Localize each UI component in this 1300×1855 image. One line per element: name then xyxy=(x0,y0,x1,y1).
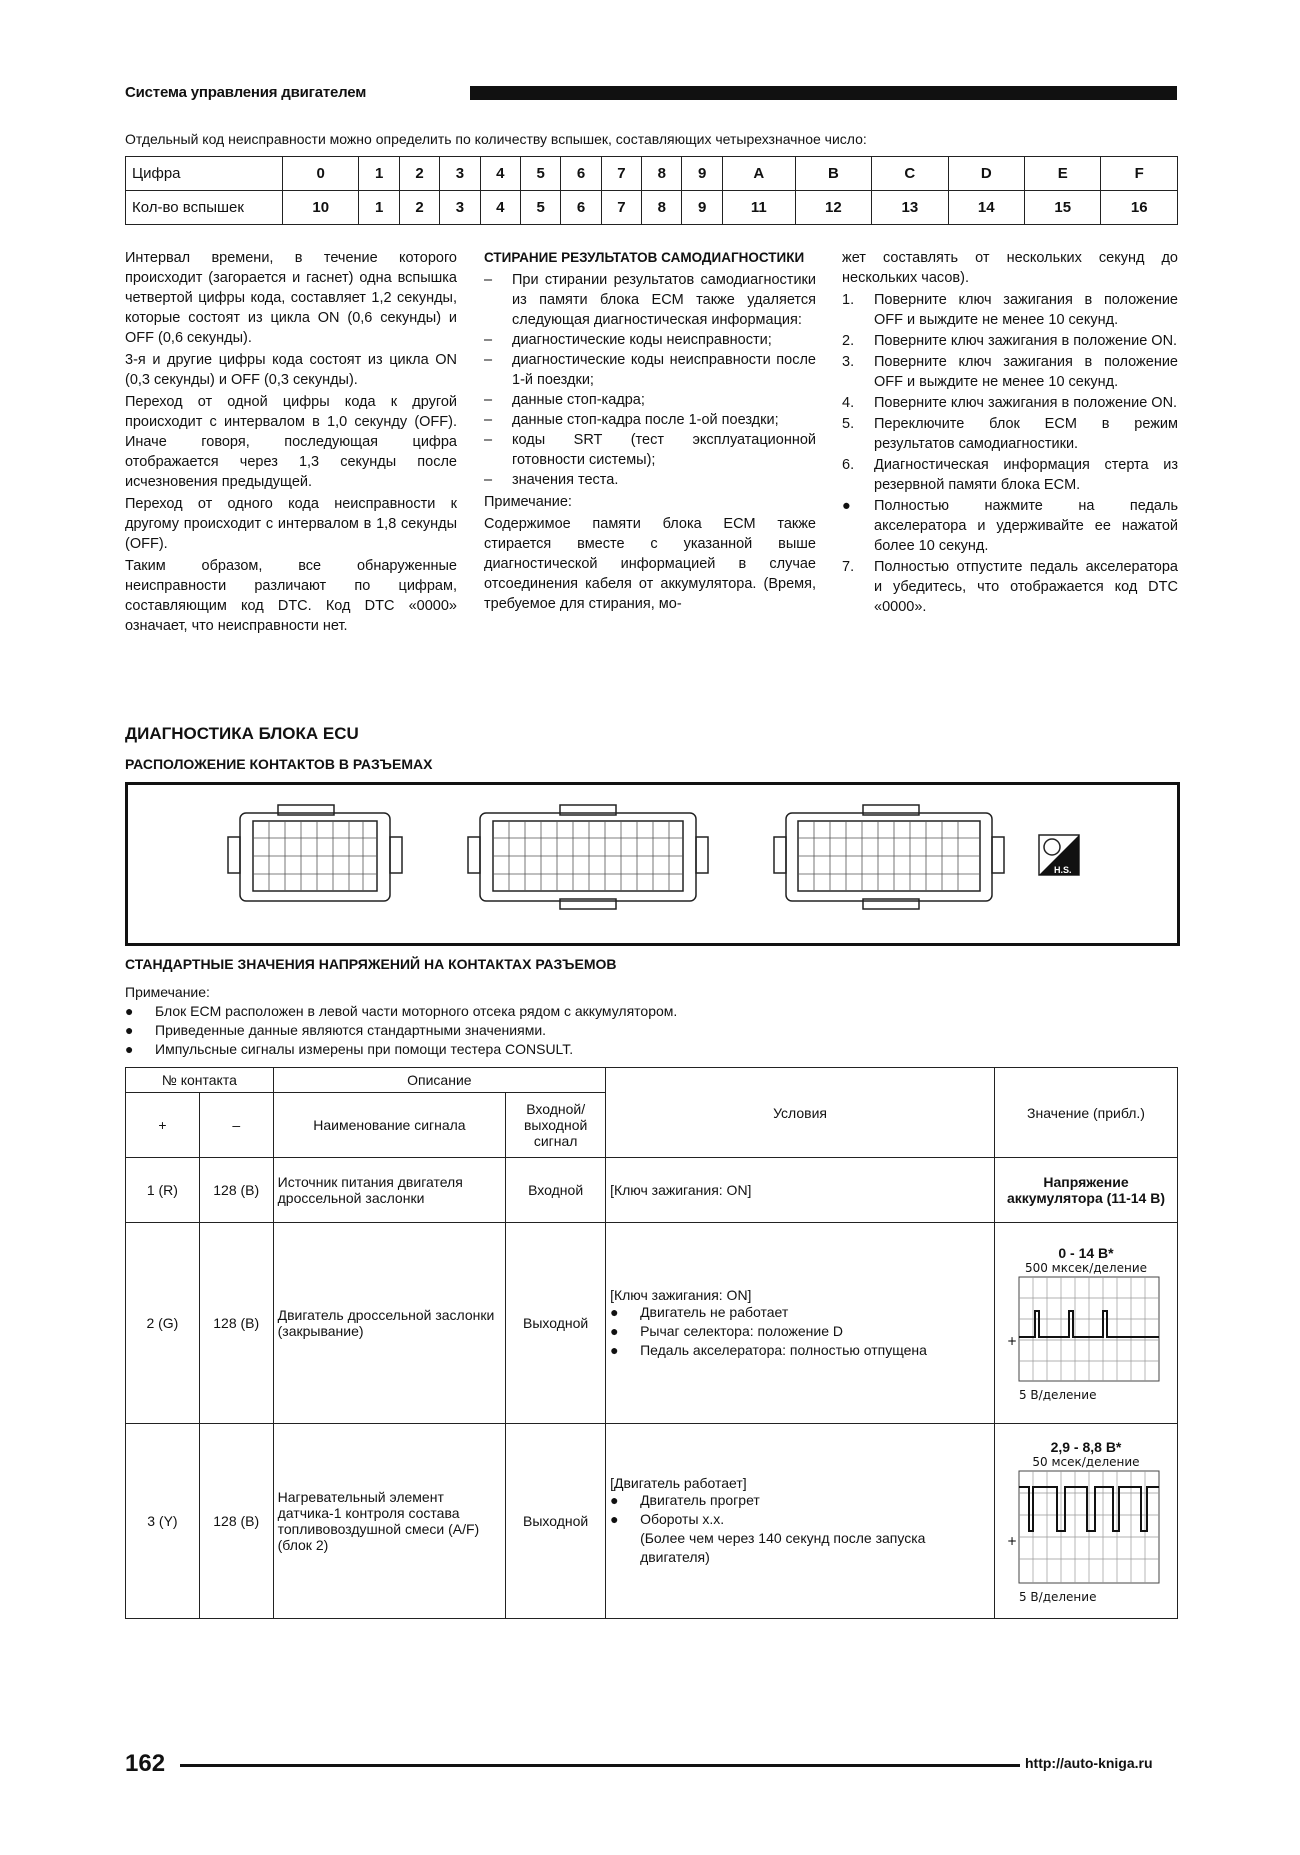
header-plus: + xyxy=(126,1093,200,1158)
list-item: ● Приведенные данные являются стандартными значениями. xyxy=(125,1022,547,1038)
table-cell: 12 xyxy=(795,191,871,225)
list-item: – диагностические коды неисправности; xyxy=(484,332,772,348)
list-item: – данные стоп-кадра после 1-ой поездки; xyxy=(484,412,779,428)
signal-name: Двигатель дроссельной заслонки (закрывание) xyxy=(273,1223,506,1424)
text-column-1 xyxy=(125,248,457,638)
table-cell: 5 xyxy=(520,157,560,191)
pin-minus: 128 (B) xyxy=(199,1158,273,1223)
paragraph: жет составлять от нескольких секунд до нескольких часов). xyxy=(842,250,1178,286)
table-cell: 6 xyxy=(561,191,601,225)
conditions: [Ключ зажигания: ON] xyxy=(606,1158,995,1223)
table-cell: 4 xyxy=(480,157,520,191)
section-title-std-voltage: СТАНДАРТНЫЕ ЗНАЧЕНИЯ НАПРЯЖЕНИЙ НА КОНТАКТАХ РАЗЪЕМОВ xyxy=(125,956,617,972)
table-cell: 6 xyxy=(561,157,601,191)
table-cell: 3 xyxy=(440,191,480,225)
table-cell: 7 xyxy=(601,157,641,191)
table-cell: C xyxy=(872,157,948,191)
list-item: ● Блок ECM расположен в левой части моторного отсека рядом с аккумулятором. xyxy=(125,1003,678,1019)
table-cell: 11 xyxy=(722,191,795,225)
table-row xyxy=(126,157,1178,191)
list-item: (Более чем через 140 секунд после запуска двигателя) xyxy=(640,1530,926,1565)
table-header-row xyxy=(126,1068,1178,1093)
paragraph: Переход от одного кода неисправности к другому происходит с интервалом в 1,8 секунды (OFF). xyxy=(125,496,457,552)
header-cond: Условия xyxy=(606,1068,995,1158)
pin-plus: 3 (Y) xyxy=(126,1424,200,1619)
harness-side-label: H.S. xyxy=(1054,865,1072,875)
table-cell: 0 xyxy=(283,157,359,191)
table-cell: F xyxy=(1101,157,1178,191)
svg-text:+: + xyxy=(1006,1533,1018,1548)
table-cell: D xyxy=(948,157,1024,191)
table-cell: 2 xyxy=(399,157,439,191)
table-row xyxy=(126,191,1178,225)
pin-plus: 2 (G) xyxy=(126,1223,200,1424)
pin-minus: 128 (B) xyxy=(199,1223,273,1424)
svg-text:+: + xyxy=(1006,1333,1018,1348)
table-cell: 8 xyxy=(642,191,682,225)
step-item: 3. Поверните ключ зажигания в положение OFF и выждите не менее 10 секунд. xyxy=(842,354,1178,390)
list-item: ● Обороты х.х. xyxy=(610,1511,725,1527)
table-cell: 15 xyxy=(1024,191,1100,225)
flash-code-table xyxy=(125,156,1178,225)
list-item: – данные стоп-кадра; xyxy=(484,392,645,408)
table-cell: 14 xyxy=(948,191,1024,225)
table-cell: 5 xyxy=(520,191,560,225)
paragraph: Таким образом, все обнаруженные неисправности различают по цифрам, составляющим код DTC. Код DTC «0000» означает, что неисправности нет. xyxy=(125,558,457,634)
section-title-pin-layout: РАСПОЛОЖЕНИЕ КОНТАКТОВ В РАЗЪЕМАХ xyxy=(125,756,433,772)
list-item: ● Двигатель не работает xyxy=(610,1303,789,1320)
table-row xyxy=(126,1158,1178,1223)
table-cell: 2 xyxy=(399,191,439,225)
header-minus: – xyxy=(199,1093,273,1158)
list-item: – диагностические коды неисправности после 1-й поездки; xyxy=(484,352,816,388)
io-type: Выходной xyxy=(506,1424,606,1619)
page-number: 162 xyxy=(125,1750,166,1777)
running-header-title: Система управления двигателем xyxy=(125,84,367,101)
list-item: – коды SRT (тест эксплуатационной готовности системы); xyxy=(484,432,816,468)
osc-volt-scale: 5 В/деление xyxy=(1018,1589,1097,1604)
header-desc: Описание xyxy=(273,1068,605,1093)
table-cell: 8 xyxy=(642,157,682,191)
connector-diagram xyxy=(125,782,1180,946)
footer-rule xyxy=(180,1764,1020,1767)
list-item: – При стирании результатов самодиагностики из памяти блока ECM также удаляется следующая диагностическая информация: xyxy=(484,272,816,328)
io-type: Выходной xyxy=(506,1223,606,1424)
value: 2,9 - 8,8 В* xyxy=(1050,1438,1122,1455)
step-item: 2. Поверните ключ зажигания в положение ON. xyxy=(842,333,1178,349)
section-title-ecu-diag: ДИАГНОСТИКА БЛОКА ECU xyxy=(125,724,359,743)
table-row xyxy=(126,1424,1178,1619)
header-io: Входной/ выходной сигнал xyxy=(506,1093,606,1158)
footer-url[interactable]: http://auto-kniga.ru xyxy=(1025,1755,1153,1771)
osc-volt-scale: 5 В/деление xyxy=(1018,1387,1097,1402)
list-item: ● Рычаг селектора: положение D xyxy=(610,1322,844,1339)
osc-time-scale: 50 мсек/деление xyxy=(1032,1454,1140,1469)
paragraph: 3-я и другие цифры кода состоят из цикла ON (0,3 секунды) и OFF (0,3 секунды). xyxy=(125,352,457,388)
oscillogram-graph xyxy=(999,1469,1173,1587)
voltage-table xyxy=(125,1067,1178,1619)
table-cell: 3 xyxy=(440,157,480,191)
step-item: ● Полностью нажмите на педаль акселератора и удерживайте ее нажатой более 10 секунд. xyxy=(842,498,1178,554)
conditions: [Двигатель работает] ● Двигатель прогрет ● Обороты х.х. (Более чем через 140 секунд после запуска двигателя) xyxy=(606,1424,995,1619)
header-value: Значение (прибл.) xyxy=(994,1068,1177,1158)
table-cell: 1 xyxy=(359,191,399,225)
table-cell: 9 xyxy=(682,157,722,191)
signal-name: Нагревательный элемент датчика-1 контроля состава топливовоздушной смеси (A/F) (блок 2) xyxy=(273,1424,506,1619)
step-item: 4. Поверните ключ зажигания в положение ON. xyxy=(842,395,1178,411)
table-cell: 16 xyxy=(1101,191,1178,225)
table-cell: 7 xyxy=(601,191,641,225)
header-signal: Наименование сигнала xyxy=(273,1093,506,1158)
value: Напряжение аккумулятора (11-14 В) xyxy=(994,1158,1177,1223)
step-item: 7. Полностью отпустите педаль акселератора и убедитесь, что отображается код DTC «0000». xyxy=(842,559,1178,615)
row-label: Цифра xyxy=(126,157,283,191)
table-cell: E xyxy=(1024,157,1100,191)
note-label: Примечание: xyxy=(125,984,210,1000)
step-item: 6. Диагностическая информация стерта из резервной памяти блока ECM. xyxy=(842,457,1178,493)
connector-drawing xyxy=(128,785,1177,943)
table-cell: 4 xyxy=(480,191,520,225)
pin-plus: 1 (R) xyxy=(126,1158,200,1223)
header-contact: № контакта xyxy=(126,1068,274,1093)
conditions: [Ключ зажигания: ON] ● Двигатель не работает ● Рычаг селектора: положение D ● Педаль акселератора: полностью отпущена xyxy=(606,1223,995,1424)
osc-time-scale: 500 мксек/деление xyxy=(1024,1260,1148,1275)
io-type: Входной xyxy=(506,1158,606,1223)
list-item: ● Педаль акселератора: полностью отпущена xyxy=(610,1341,927,1358)
section-heading: СТИРАНИЕ РЕЗУЛЬТАТОВ САМОДИАГНОСТИКИ xyxy=(484,250,805,265)
value: 0 - 14 В* xyxy=(1058,1244,1114,1261)
table-cell: 13 xyxy=(872,191,948,225)
intro-text: Отдельный код неисправности можно определить по количеству вспышек, составляющих четырехзначное число: xyxy=(125,131,867,147)
table-cell: 1 xyxy=(359,157,399,191)
signal-name: Источник питания двигателя дроссельной заслонки xyxy=(273,1158,506,1223)
text-column-3 xyxy=(842,248,1178,618)
value-cell xyxy=(994,1424,1177,1619)
note-text: Содержимое памяти блока ECM также стирается вместе с указанной выше диагностической информацией в случае отсоединения кабеля от аккумулятора. (Время, требуемое для стирания, мо- xyxy=(484,516,816,612)
table-cell: 9 xyxy=(682,191,722,225)
text-column-2 xyxy=(484,248,816,616)
value-cell xyxy=(994,1223,1177,1424)
row-label: Кол-во вспышек xyxy=(126,191,283,225)
header-bar xyxy=(470,86,1177,100)
list-item: ● Двигатель прогрет xyxy=(610,1492,760,1508)
table-cell: B xyxy=(795,157,871,191)
table-cell: 10 xyxy=(283,191,359,225)
table-row xyxy=(126,1223,1178,1424)
table-cell: A xyxy=(722,157,795,191)
list-item: ● Импульсные сигналы измерены при помощи тестера CONSULT. xyxy=(125,1041,574,1057)
oscillogram-graph xyxy=(999,1275,1173,1385)
note-label: Примечание: xyxy=(484,494,572,510)
pin-minus: 128 (B) xyxy=(199,1424,273,1619)
list-item: – значения теста. xyxy=(484,472,619,488)
paragraph: Интервал времени, в течение которого происходит (загорается и гаснет) одна вспышка четвертой цифры кода, составляет 1,2 секунды, которые состоят из цикла ON (0,6 секунды) и OFF (0,6 секунды). xyxy=(125,250,457,346)
step-item: 1. Поверните ключ зажигания в положение OFF и выждите не менее 10 секунд. xyxy=(842,292,1178,328)
paragraph: Переход от одной цифры кода к другой происходит с интервалом в 1,0 секунду (OFF). Иначе говоря, последующая цифра отображается через 1,3 секунды после исчезновения предыдущей. xyxy=(125,394,457,490)
notes-block xyxy=(125,983,677,1059)
step-item: 5. Переключите блок ECM в режим результатов самодиагностики. xyxy=(842,416,1178,452)
